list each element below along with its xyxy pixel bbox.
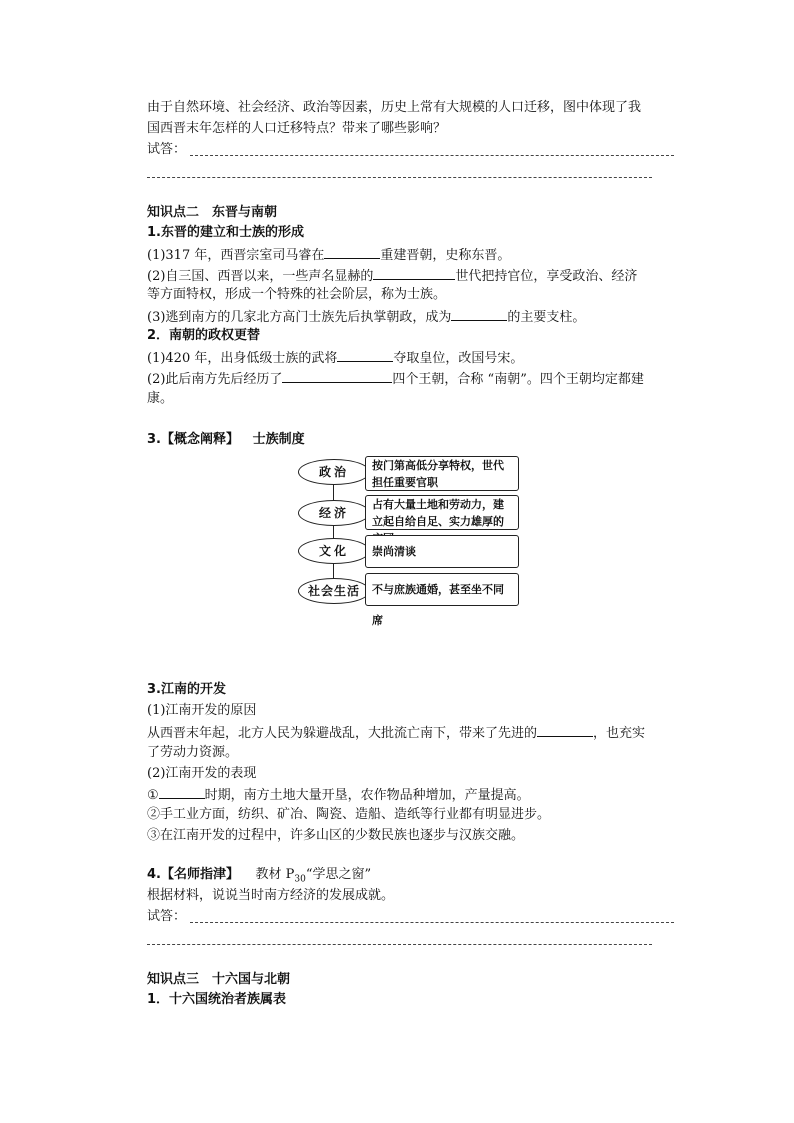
paragraph-line: ②手工业方面，纺织、矿冶、陶瓷、造船、造纸等行业都有明显进步。: [147, 807, 551, 822]
paragraph-line: ③在江南开发的过程中，许多山区的少数民族也逐步与汉族交融。: [147, 828, 525, 843]
node-culture: 文化: [298, 538, 370, 564]
node-economy: 经济: [298, 500, 370, 526]
node-politics: 政治: [298, 459, 370, 485]
paragraph-line: 康。: [147, 391, 174, 406]
paragraph-line: (1)420 年，出身低级士族的武将 夺取皇位，改国号宋。: [147, 347, 523, 369]
paragraph-line: 根据材料，说说当时南方经济的发展成就。: [147, 888, 395, 903]
diagram-spine: [333, 470, 334, 590]
answer-line[interactable]: [190, 922, 674, 923]
paragraph-line: 了劳动力资源。: [147, 745, 239, 760]
section-heading: 知识点二 东晋与南朝: [147, 205, 278, 220]
paragraph-line: (2)自三国、西晋以来，一些声名显赫的 世代把持官位，享受政治、经济: [147, 265, 637, 287]
fill-blank[interactable]: [159, 784, 205, 799]
subheading: 1．十六国统治者族属表: [147, 992, 287, 1007]
paragraph-line: ① 时期，南方土地大量开垦，农作物品种增加，产量提高。: [147, 784, 530, 806]
tip-heading: 4.【名师指津】 教材 $P_{30}“$学思之窗”: [147, 867, 372, 885]
desc-politics: 按门第高低分享特权，世代担任重要官职: [365, 456, 519, 491]
desc-culture: 崇尚清谈: [365, 535, 519, 568]
answer-line[interactable]: [190, 155, 674, 156]
question-text-line1: 由于自然环境、社会经济、政治等因素，历史上常有大规模的人口迁移，图中体现了我: [147, 100, 642, 115]
fill-blank[interactable]: [324, 244, 380, 259]
paragraph-line: (1)317 年，西晋宗室司马睿在 重建晋朝，史称东晋。: [147, 244, 510, 266]
subheading: (1)江南开发的原因: [147, 703, 257, 718]
answer-label: 试答：: [147, 909, 187, 924]
section-heading: 知识点三 十六国与北朝: [147, 972, 291, 987]
fill-blank[interactable]: [373, 265, 455, 280]
question-text-line2: 国西晋末年怎样的人口迁移特点？带来了哪些影响？: [147, 121, 447, 136]
concept-heading: 3.【概念阐释】 士族制度: [147, 432, 305, 447]
paragraph-line: 等方面特权，形成一个特殊的社会阶层，称为士族。: [147, 287, 447, 302]
node-social-life: 社会生活: [298, 578, 370, 604]
paragraph-line: 从西晋末年起，北方人民为躲避战乱，大批流亡南下，带来了先进的 ，也充实: [147, 722, 645, 744]
fill-blank[interactable]: [337, 347, 393, 362]
subheading: (2)江南开发的表现: [147, 766, 257, 781]
answer-label: 试答：: [147, 142, 187, 157]
subheading: 1.东晋的建立和士族的形成: [147, 225, 304, 240]
desc-economy: 占有大量土地和劳动力，建立起自给自足、实力雄厚的: [365, 495, 519, 530]
subheading: 2．南朝的政权更替: [147, 328, 261, 343]
paragraph-line: (3)逃到南方的几家北方高门士族先后执掌朝政，成为 的主要支柱。: [147, 306, 585, 328]
fill-blank[interactable]: [451, 306, 507, 321]
subheading: 3.江南的开发: [147, 682, 226, 697]
desc-social-life: 不与庶族通婚，甚至坐不同席: [365, 573, 519, 606]
fill-blank[interactable]: [282, 368, 392, 383]
fill-blank[interactable]: [537, 722, 593, 737]
paragraph-line: (2)此后南方先后经历了 四个王朝，合称 “南朝”。四个王朝均定都建: [147, 368, 644, 390]
answer-line[interactable]: [147, 177, 652, 178]
answer-line[interactable]: [147, 944, 652, 945]
